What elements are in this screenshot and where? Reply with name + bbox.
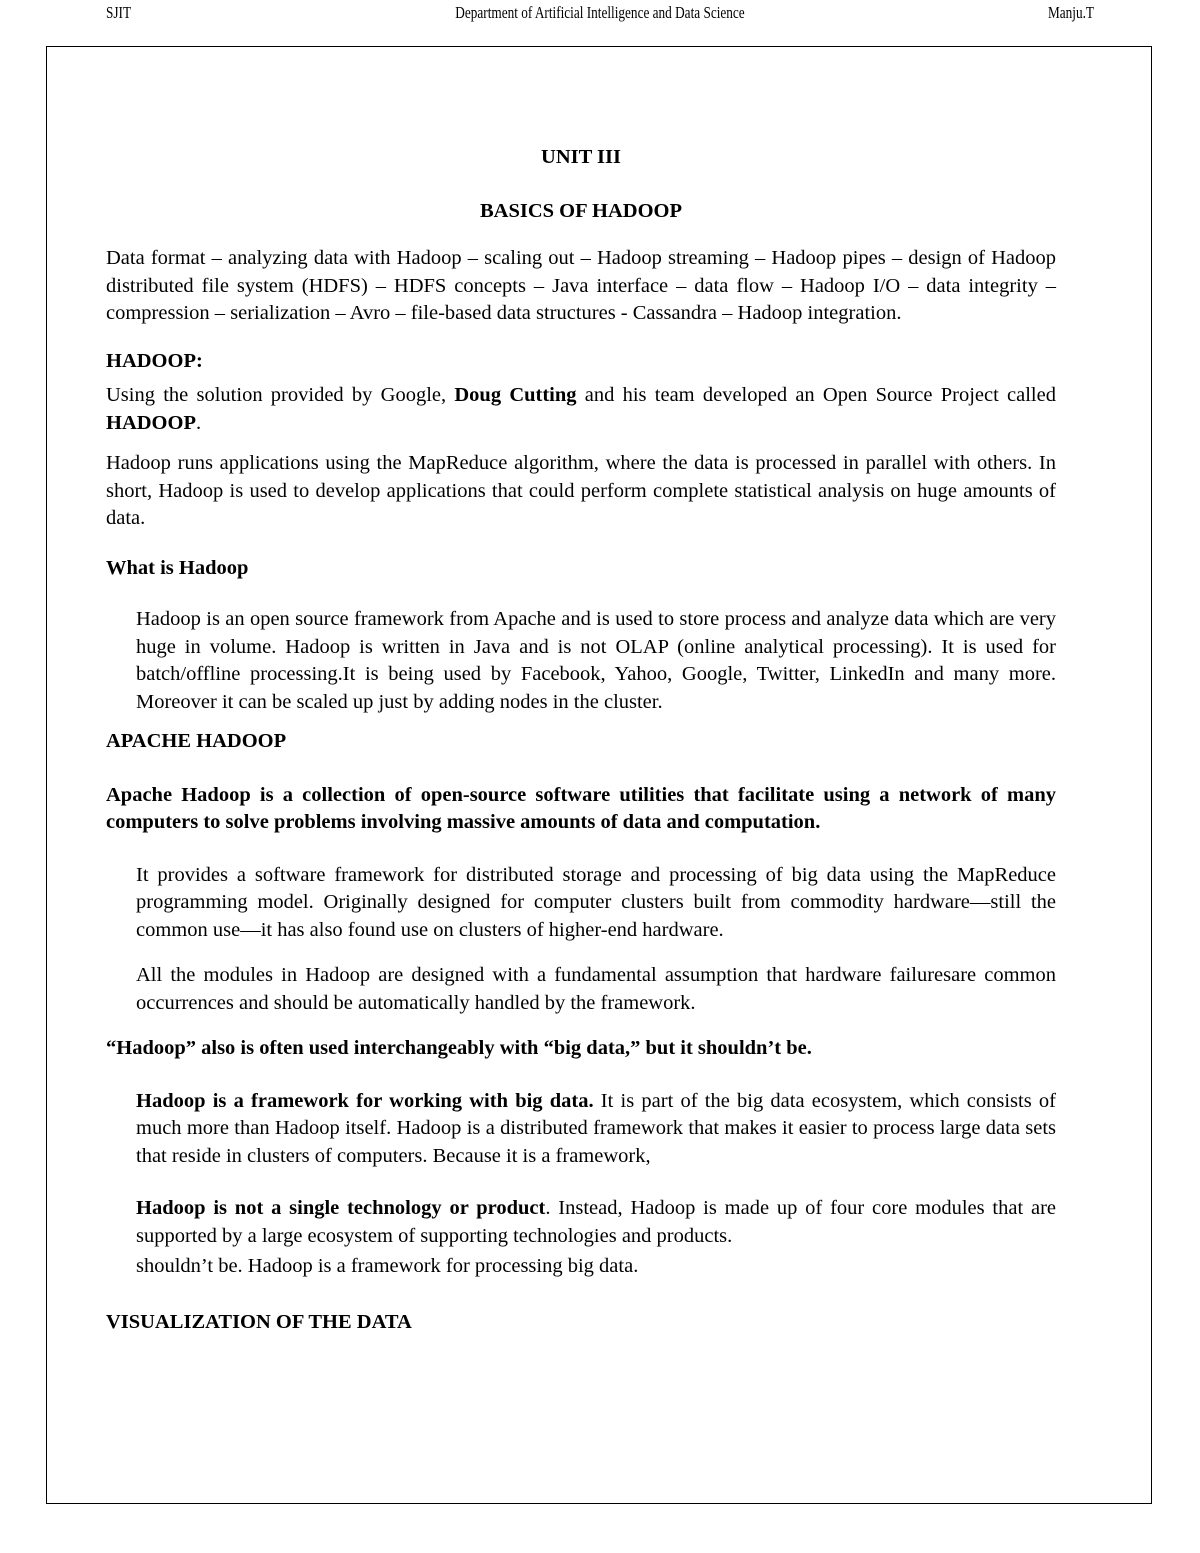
section-heading-apache-hadoop: APACHE HADOOP: [106, 730, 287, 752]
bold-text-doug-cutting: Doug Cutting: [454, 384, 577, 406]
paragraph-using-solution: [106, 382, 1056, 437]
paragraph-apache-definition: Apache Hadoop is a collection of open-source software utilities that facilitate using a network of many computers to solve problems involving massive amounts of data and computation.: [106, 783, 1056, 833]
syllabus-paragraph: Data format – analyzing data with Hadoop – scaling out – Hadoop streaming – Hadoop pipes – design of Hadoop distributed file system (HDFS) – HDFS concepts – Java interface – data flow – Hadoop I/O – data integrity – compression – serialization – Avro – file-based data structures - Cassandra – Hadoop integration.: [106, 247, 1056, 324]
text-run: .: [195, 411, 202, 434]
paragraph-shouldnt-be: shouldn’t be. Hadoop is a framework for processing big data.: [136, 1255, 639, 1277]
text-run: . Instead, Hadoop is made up of four core modules that are supported by a large ecosystem of supporting technologies and products.: [136, 1197, 1056, 1247]
page-title: BASICS OF HADOOP: [480, 199, 682, 222]
section-heading-hadoop: HADOOP:: [106, 349, 203, 372]
header-author: Manju.T: [1047, 3, 1094, 22]
text-run: and his team developed an Open Source Project called: [576, 384, 1056, 406]
paragraph-not-single-technology: [136, 1195, 1056, 1250]
paragraph-software-framework: It provides a software framework for distributed storage and processing of big data using the MapReduce programming model. Originally designed for computer clusters built from commodity hardware—still the common use—it has also found use on clusters of higher-end hardware.: [136, 863, 1056, 941]
unit-title: UNIT III: [541, 146, 621, 168]
section-heading-visualization: VISUALIZATION OF THE DATA: [106, 1310, 412, 1333]
section-heading-what-is-hadoop: What is Hadoop: [106, 556, 249, 579]
text-run: Using the solution provided by Google,: [106, 384, 455, 406]
bold-text-framework: Hadoop is a framework for working with big data.: [136, 1089, 594, 1112]
running-header: [0, 3, 1200, 27]
text-run: It is part of the big data ecosystem, which consists of much more than Hadoop itself. Hadoop is a distributed framework that makes it easier to process large data sets that reside in clusters of computers. Because it is a framework,: [136, 1089, 1056, 1167]
paragraph-modules: All the modules in Hadoop are designed with a fundamental assumption that hardware failuresare common occurrences and should be automatically handled by the framework.: [136, 964, 1056, 1014]
header-department: Department of Artificial Intelligence and Data Science: [455, 3, 745, 22]
paragraph-framework: Hadoop is an open source framework from Apache and is used to store process and analyze data which are very huge in volume. Hadoop is written in Java and is not OLAP (online analytical processing). It is used for batch/offline processing.It is being used by Facebook, Yahoo, Google, Twitter, LinkedIn and many more. Moreover it can be scaled up just by adding nodes in the cluster.: [136, 608, 1056, 713]
header-institution: SJIT: [106, 3, 132, 22]
document-body: [106, 140, 1056, 1336]
paragraph-big-data-quote: “Hadoop” also is often used interchangeably with “big data,” but it shouldn’t be.: [106, 1037, 812, 1059]
bold-text-not-single: Hadoop is not a single technology or product: [136, 1197, 546, 1219]
paragraph-mapreduce: Hadoop runs applications using the MapReduce algorithm, where the data is processed in parallel with others. In short, Hadoop is used to develop applications that could perform complete statistical analysis on huge amounts of data.: [106, 452, 1056, 529]
paragraph-framework-big-data: [136, 1088, 1056, 1171]
bold-text-hadoop: HADOOP: [106, 411, 196, 434]
